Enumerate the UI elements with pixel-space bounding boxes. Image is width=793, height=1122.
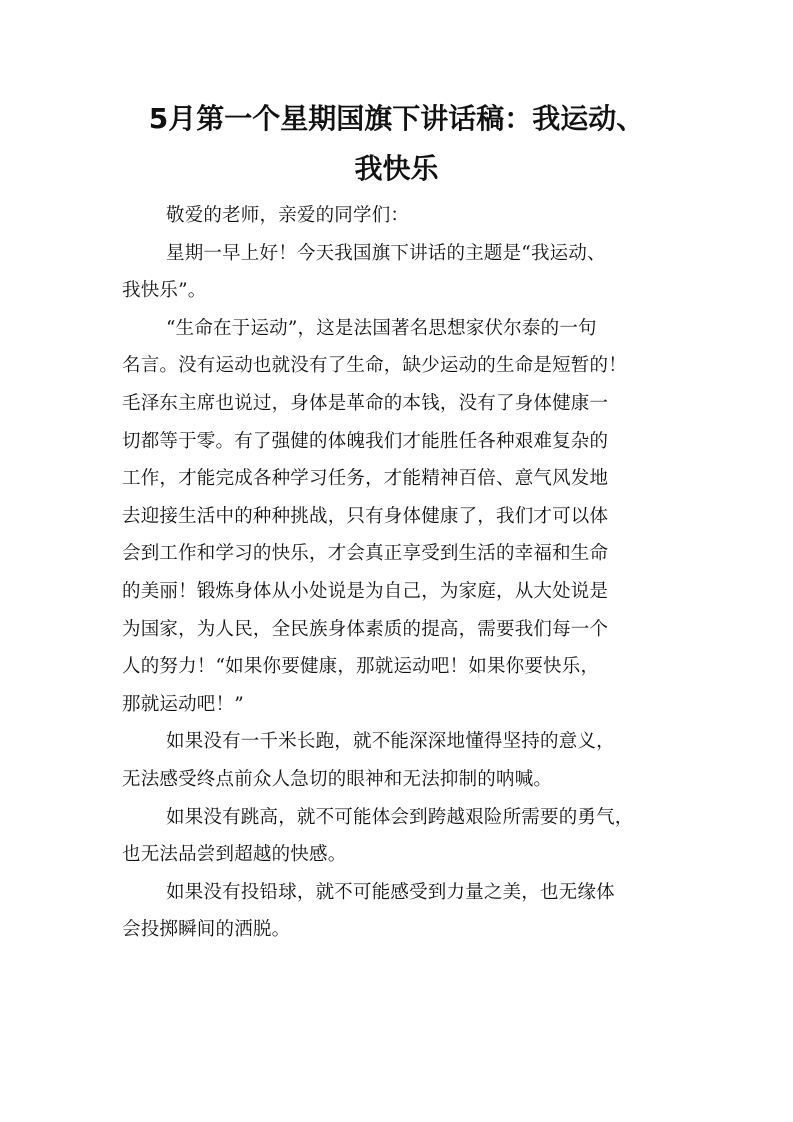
text-line: 那就运动吧！” [122,693,244,715]
paragraph-life-in-motion [122,310,678,724]
text-line: 敬爱的老师，亲爱的同学们： [166,205,410,226]
paragraph-long-run [122,723,678,798]
title-line: 我快乐 [354,152,439,185]
text-line: 会到工作和学习的快乐，才会真正享受到生活的幸福和生命 [122,543,609,565]
text-line: 星期一早上好！今天我国旗下讲话的主题是“我运动、 [166,242,606,264]
paragraph-high-jump [122,799,678,874]
text-line: 毛泽东主席也说过，身体是革命的本钱，没有了身体健康一 [122,392,609,414]
text-line: 切都等于零。有了强健的体魄我们才能胜任各种艰难复杂的 [122,430,609,452]
text-line: 会投掷瞬间的洒脱。 [122,919,291,941]
text-line: 如果没有投铅球，就不可能感受到力量之美，也无缘体 [166,881,615,903]
text-line: 如果没有一千米长跑，就不能深深地懂得坚持的意义， [166,731,615,753]
text-line: “生命在于运动”，这是法国著名思想家伏尔泰的一句 [166,317,597,339]
text-line: 去迎接生活中的种种挑战，只有身体健康了，我们才可以体 [122,505,609,527]
text-line: 工作，才能完成各种学习任务，才能精神百倍、意气风发地 [122,468,609,490]
document-body [122,197,678,949]
paragraph-topic [122,235,678,310]
text-line: 名言。没有运动也就没有了生命，缺少运动的生命是短暂的！ [122,355,627,377]
title-line: 5月第一个星期国旗下讲话稿：我运动、 [148,102,645,135]
paragraph-greeting [122,197,678,235]
text-line: 为国家，为人民，全民族身体素质的提高，需要我们每一个 [122,618,609,640]
text-line: 也无法品尝到超越的快感。 [122,844,347,866]
text-line: 我快乐”。 [122,280,207,302]
text-line: 如果没有跳高，就不可能体会到跨越艰险所需要的勇气， [166,806,634,828]
text-line: 无法感受终点前众人急切的眼神和无法抑制的呐喊。 [122,768,553,790]
text-line: 的美丽！锻炼身体从小处说是为自己，为家庭，从大处说是 [122,580,609,602]
paragraph-shot-put [122,874,678,949]
document-title [110,94,683,194]
text-line: 人的努力！“如果你要健康，那就运动吧！如果你要快乐， [122,656,600,678]
